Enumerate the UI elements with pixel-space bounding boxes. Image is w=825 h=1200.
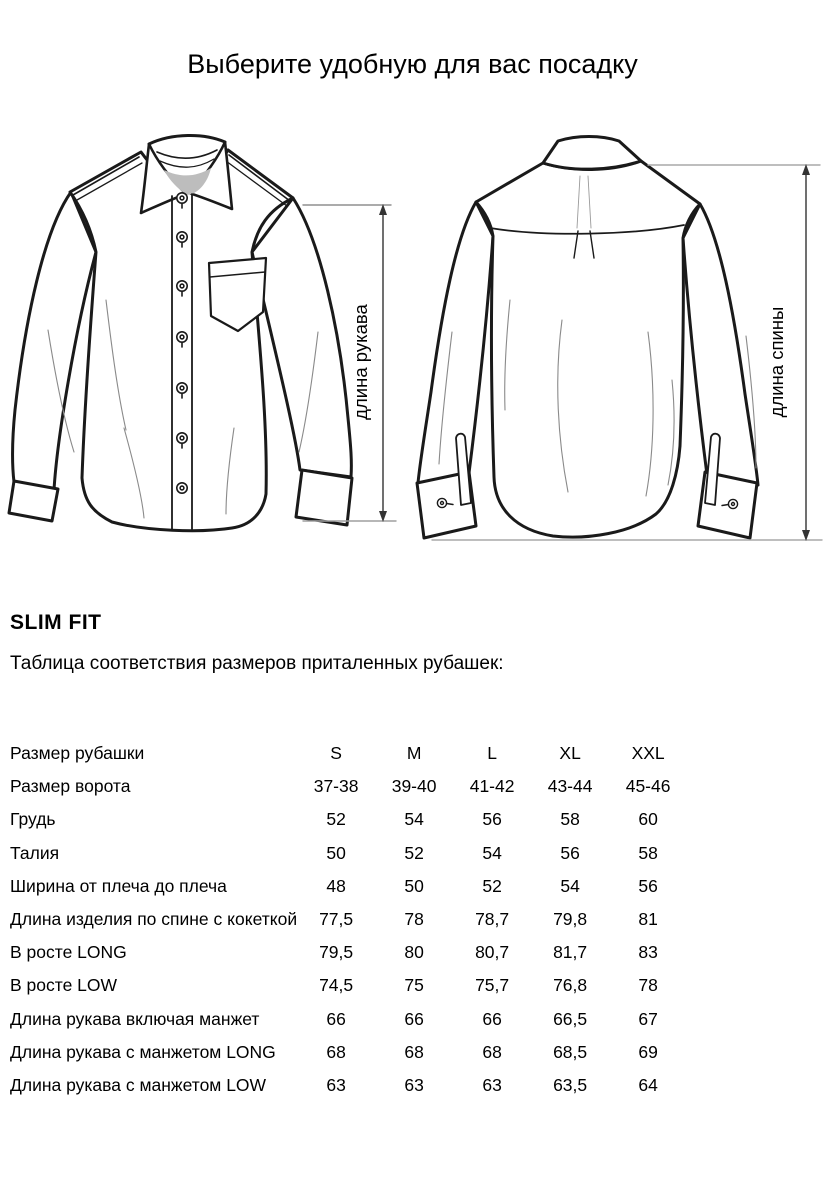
size-value: 52: [482, 875, 502, 896]
row-label: Длина рукава с манжетом LONG: [10, 1041, 276, 1062]
size-value: 56: [482, 809, 502, 830]
size-value: 81,7: [553, 942, 588, 963]
row-label: В росте LONG: [10, 942, 127, 963]
section-heading: SLIM FIT: [10, 611, 102, 634]
size-value: 74,5: [319, 975, 354, 996]
table-row: [10, 969, 687, 1002]
size-value: 80,7: [475, 942, 510, 963]
row-label: Длина рукава включая манжет: [10, 1008, 260, 1029]
row-label: Размер рубашки: [10, 743, 145, 763]
size-value: 78: [404, 909, 424, 930]
row-label: Размер ворота: [10, 776, 131, 797]
table-row: [10, 1069, 687, 1102]
size-value: 50: [404, 875, 424, 896]
size-value: 50: [326, 842, 346, 863]
back-length-label: длина спины: [766, 306, 787, 418]
row-label: Длина изделия по спине с кокеткой: [10, 909, 298, 930]
size-value: 75: [404, 975, 424, 996]
size-value: 63,5: [553, 1075, 588, 1096]
size-value: 43-44: [547, 776, 593, 797]
size-value: 63: [404, 1075, 424, 1096]
size-value: 69: [638, 1041, 658, 1062]
size-value: 76,8: [553, 975, 588, 996]
size-value: 79,5: [319, 942, 354, 963]
size-value: 63: [482, 1075, 502, 1096]
size-value: 66: [404, 1008, 424, 1029]
size-value: 45-46: [625, 776, 671, 797]
size-value: L: [487, 743, 497, 763]
size-value: 39-40: [391, 776, 437, 797]
size-value: 52: [326, 809, 346, 830]
size-value: 78: [638, 975, 658, 996]
page-title: Выберите удобную для вас посадку: [187, 49, 638, 79]
size-value: 48: [326, 875, 346, 896]
size-value: S: [330, 743, 342, 763]
size-value: 58: [638, 842, 658, 863]
size-value: 64: [638, 1075, 658, 1096]
size-value: M: [406, 743, 422, 763]
shirt-front-drawing: [9, 135, 352, 530]
size-value: XL: [559, 743, 581, 763]
table-row: [10, 803, 687, 836]
section-subtitle: Таблица соответствия размеров приталенных рубашек:: [10, 653, 504, 674]
size-value: 77,5: [319, 909, 354, 930]
size-value: 80: [404, 942, 424, 963]
size-value: 68: [482, 1041, 502, 1062]
size-value: 66: [482, 1008, 502, 1029]
sleeve-length-label: длина рукава: [350, 304, 371, 420]
table-row: [10, 936, 687, 969]
row-label: Ширина от плеча до плеча: [10, 875, 227, 896]
row-label: Грудь: [10, 809, 56, 830]
row-label: Длина рукава с манжетом LOW: [10, 1075, 267, 1096]
table-row: [10, 870, 687, 903]
shirt-back-drawing: [417, 137, 758, 539]
size-value: 56: [560, 842, 580, 863]
table-row: [10, 837, 687, 870]
row-label: Талия: [10, 842, 60, 863]
size-table: [10, 737, 687, 1102]
size-value: 79,8: [553, 909, 588, 930]
table-row: [10, 770, 687, 803]
size-value: 54: [404, 809, 424, 830]
size-value: 75,7: [475, 975, 510, 996]
size-value: 37-38: [313, 776, 359, 797]
size-value: 66: [326, 1008, 346, 1029]
table-row: [10, 737, 687, 770]
size-value: 68: [326, 1041, 346, 1062]
size-value: 66,5: [553, 1008, 588, 1029]
size-value: 78,7: [475, 909, 510, 930]
table-row: [10, 1036, 687, 1069]
size-value: 52: [404, 842, 424, 863]
size-value: 60: [638, 809, 658, 830]
size-value: 68: [404, 1041, 424, 1062]
size-value: XXL: [631, 743, 665, 763]
table-row: [10, 903, 687, 936]
size-value: 67: [638, 1008, 658, 1029]
size-value: 63: [326, 1075, 346, 1096]
size-value: 81: [638, 909, 658, 930]
size-value: 54: [560, 875, 580, 896]
table-row: [10, 1003, 687, 1036]
size-value: 58: [560, 809, 580, 830]
size-value: 68,5: [553, 1041, 588, 1062]
size-value: 56: [638, 875, 658, 896]
size-value: 83: [638, 942, 658, 963]
row-label: В росте LOW: [10, 975, 118, 996]
size-value: 54: [482, 842, 502, 863]
size-value: 41-42: [469, 776, 515, 797]
